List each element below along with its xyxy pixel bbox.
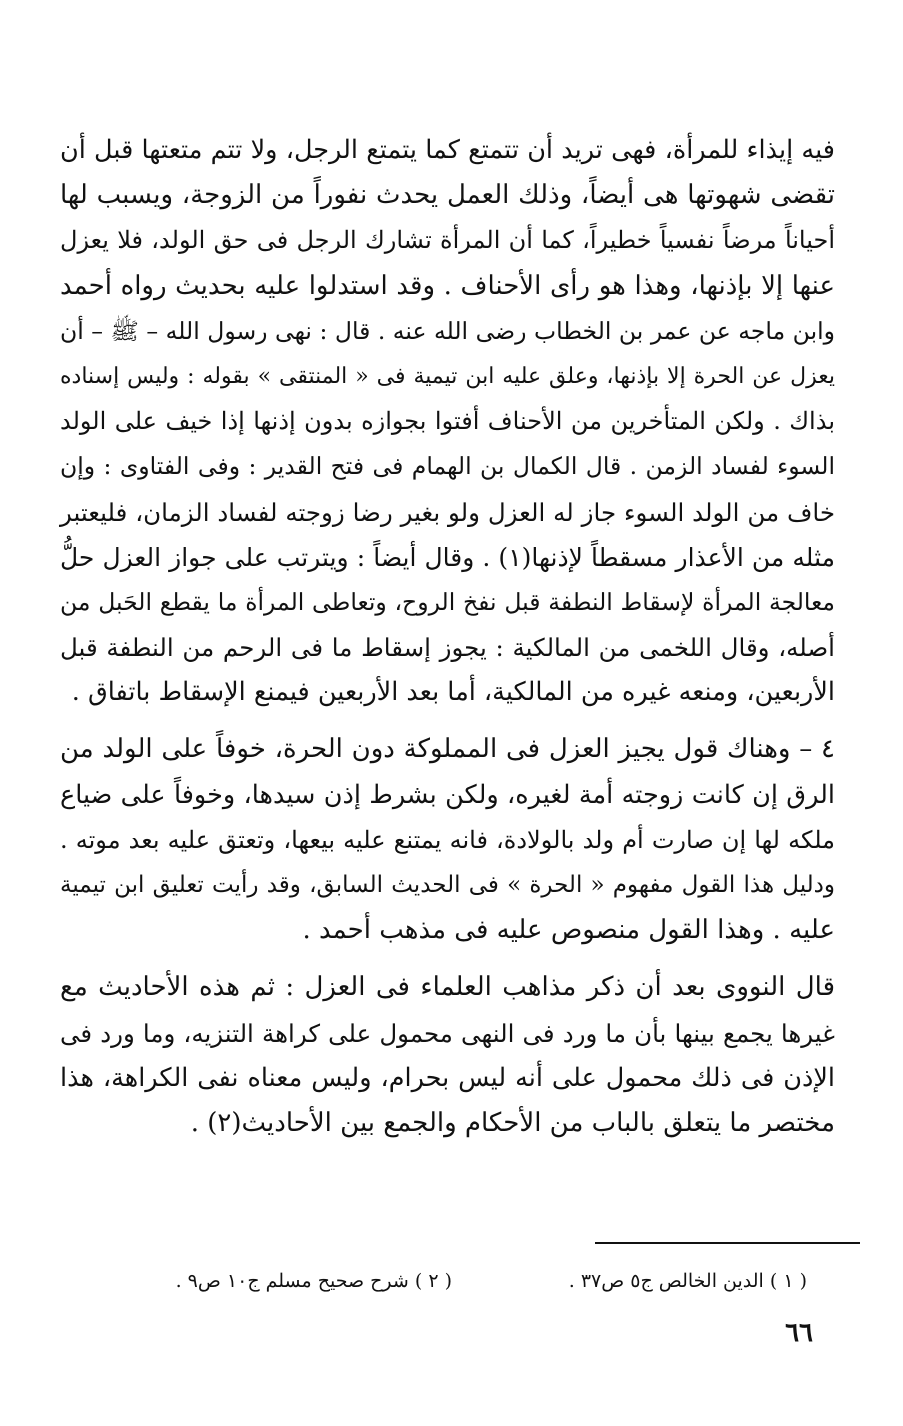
text-line: ملكه لها إن صارت أم ولد بالولادة، فانه يمتنع عليه بيعها، وتعتق عليه بعد موته . (60, 825, 835, 854)
footnotes (87, 1266, 807, 1296)
page-number: ٦٦ (785, 1318, 813, 1348)
paragraph-gap (60, 715, 835, 727)
text-line: الرق إن كانت زوجته أمة لغيره، ولكن بشرط إذن سيدها، وخوفاً على ضياع (60, 779, 835, 810)
text-line: عليه . وهذا القول منصوص عليه فى مذهب أحمد . (302, 915, 835, 946)
text-line: مثله من الأعذار مسقطاً لإذنها(١) . وقال أيضاً : ويترتب على جواز العزل حلُّ (60, 542, 836, 572)
text-line: قال النووى بعد أن ذكر مذاهب العلماء فى العزل : ثم هذه الأحاديث مع (60, 972, 835, 1003)
text-line: بذاك . ولكن المتأخرين من الأحناف أفتوا بجوازه بدون إذنها إذا خيف على الولد (60, 407, 835, 436)
text-line: الأربعين، ومنعه غيره من المالكية، أما بعد الأربعين فيمنع الإسقاط باتفاق . (71, 677, 835, 708)
text-line: السوء لفساد الزمن . قال الكمال بن الهمام فى فتح القدير : وفى الفتاوى : وإن (60, 452, 835, 481)
paragraph-gap (60, 953, 835, 965)
footnote-divider (595, 1242, 860, 1244)
paragraph-3 (60, 965, 835, 1146)
text-line: وابن ماجه عن عمر بن الخطاب رضى الله عنه . قال : نهى رسول الله – ﷺ – أن (60, 316, 835, 345)
text-line: غيرها يجمع بينها بأن ما ورد فى النهى محمول على كراهة التنزيه، وما ورد فى (60, 1018, 835, 1048)
text-line: عنها إلا بإذنها، وهذا هو رأى الأحناف . وقد استدلوا عليه بحديث رواه أحمد (60, 270, 835, 301)
text-line: ودليل هذا القول مفهوم « الحرة » فى الحديث السابق، وقد رأيت تعليق ابن تيمية (60, 872, 836, 898)
footnote-1: ( ١ ) الدين الخالص ج٥ ص٣٧ . (568, 1270, 807, 1292)
paragraph-1 (60, 128, 835, 715)
text-line: الإذن فى ذلك محمول على أنه ليس بحرام، وليس معناه نفى الكراهة، هذا (60, 1062, 835, 1093)
text-line: يعزل عن الحرة إلا بإذنها، وعلق عليه ابن تيمية فى « المنتقى » بقوله : وليس إسناده (60, 363, 835, 389)
text-line: معالجة المرأة لإسقاط النطفة قبل نفخ الروح، وتعاطى المرأة ما يقطع الحَبل من (60, 587, 835, 616)
footnote-2: ( ٢ ) شرح صحيح مسلم ج١٠ ص٩ . (175, 1270, 452, 1292)
text-line: أصله، وقال اللخمى من المالكية : يجوز إسقاط ما فى الرحم من النطفة قبل (60, 633, 835, 663)
text-line: ٤ – وهناك قول يجيز العزل فى المملوكة دون الحرة، خوفاً على الولد من (60, 734, 835, 765)
text-line: أحياناً مرضاً نفسياً خطيراً، كما أن المرأة تشارك الرجل فى حق الولد، فلا يعزل (60, 226, 835, 255)
text-line: فيه إيذاء للمرأة، فهى تريد أن تتمتع كما يتمتع الرجل، ولا تتم متعتها قبل أن (60, 135, 835, 165)
text-line: تقضى شهوتها هى أيضاً، وذلك العمل يحدث نفوراً من الزوجة، ويسبب لها (60, 180, 835, 211)
text-line: مختصر ما يتعلق بالباب من الأحكام والجمع بين الأحاديث(٢) . (190, 1107, 835, 1138)
paragraph-2 (60, 727, 835, 953)
body-text (60, 128, 835, 1146)
text-line: خاف من الولد السوء جاز له العزل ولو بغير رضا زوجته لفساد الزمان، فليعتبر (60, 497, 835, 527)
